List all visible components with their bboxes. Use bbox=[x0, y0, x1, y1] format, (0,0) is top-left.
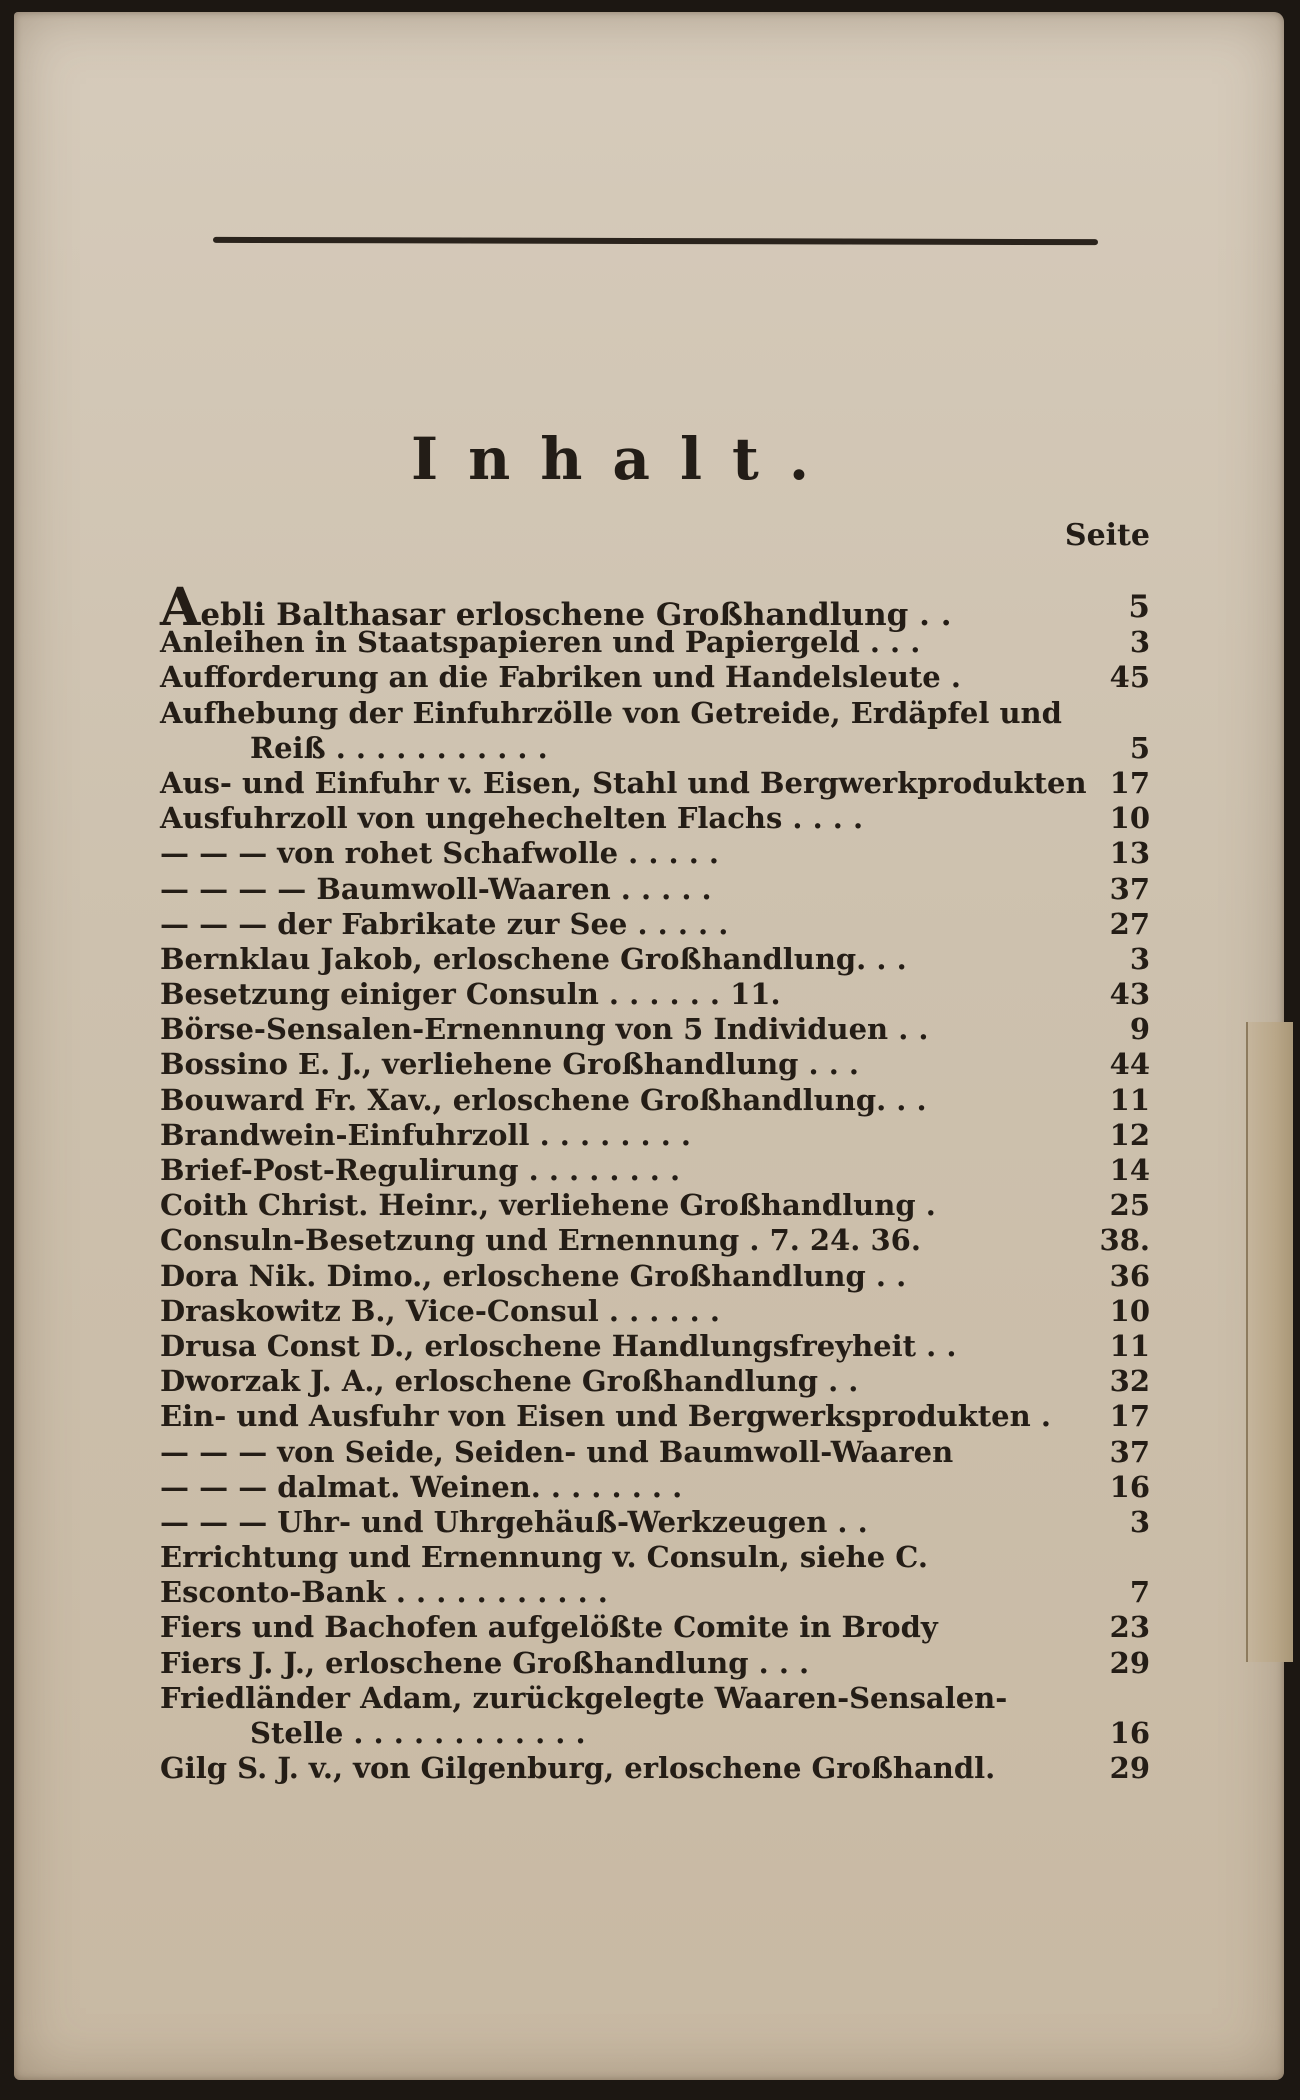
entry-text: Dworzak J. A., erloschene Großhandlung . . bbox=[160, 1364, 859, 1399]
index-entry bbox=[160, 1083, 1150, 1118]
entry-text: Stelle . . . . . . . . . . . . bbox=[250, 1716, 586, 1750]
index-entry bbox=[160, 766, 1150, 801]
entry-text: — — — dalmat. Weinen. . . . . . . . bbox=[160, 1469, 683, 1504]
entry-page: 27 bbox=[1109, 906, 1150, 941]
entry-text: Aufhebung der Einfuhrzölle von Getreide, Erdäpfel und bbox=[160, 695, 1062, 730]
entry-text: Aus- und Einfuhr v. Eisen, Stahl und Bergwerkprodukten bbox=[160, 765, 1087, 800]
entry-page: 25 bbox=[1109, 1188, 1150, 1223]
entry-page: 29 bbox=[1109, 1645, 1150, 1680]
entry-text: Börse-Sensalen-Ernennung von 5 Individuen . . bbox=[160, 1012, 929, 1047]
entry-text: Besetzung einiger Consuln . . . . . . 11. bbox=[160, 977, 781, 1012]
entry-text: Fiers und Bachofen aufgelößte Comite in Brody bbox=[160, 1610, 938, 1645]
entry-page: 38. bbox=[1099, 1223, 1150, 1258]
index-entry bbox=[160, 1188, 1150, 1223]
entry-page: 29 bbox=[1109, 1751, 1150, 1786]
index-entry-continuation bbox=[160, 1716, 1150, 1751]
entry-text: Draskowitz B., Vice-Consul . . . . . . bbox=[160, 1293, 720, 1328]
entry-page: 37 bbox=[1109, 871, 1150, 906]
entry-text: Aufforderung an die Fabriken und Handelsleute . bbox=[160, 660, 961, 695]
index-entry bbox=[160, 1681, 1150, 1716]
index-entry bbox=[160, 660, 1150, 695]
entry-text: Gilg S. J. v., von Gilgenburg, erloschene Großhandl. bbox=[160, 1751, 996, 1786]
entry-text: Coith Christ. Heinr., verliehene Großhandlung . bbox=[160, 1188, 936, 1223]
entry-page: 16 bbox=[1109, 1469, 1150, 1504]
index-subentry bbox=[160, 872, 1150, 907]
entry-text: — — — von rohet Schafwolle . . . . . bbox=[160, 836, 720, 871]
index-entry bbox=[160, 1118, 1150, 1153]
index-entry bbox=[160, 1012, 1150, 1047]
entry-page: 16 bbox=[1109, 1716, 1150, 1750]
entry-page: 37 bbox=[1109, 1434, 1150, 1469]
index-entry bbox=[160, 977, 1150, 1012]
index-subentry bbox=[160, 1470, 1150, 1505]
entry-page: 7 bbox=[1129, 1575, 1150, 1610]
index-subentry bbox=[160, 1505, 1150, 1540]
entry-page: 32 bbox=[1109, 1364, 1150, 1399]
entry-text: Anleihen in Staatspapieren und Papiergeld . . . bbox=[160, 625, 921, 660]
entry-page: 14 bbox=[1109, 1153, 1150, 1187]
entry-page: 44 bbox=[1109, 1047, 1150, 1082]
entry-text: Bossino E. J., verliehene Großhandlung . . . bbox=[160, 1047, 860, 1082]
index-entry bbox=[160, 801, 1150, 836]
entry-text: — — — von Seide, Seiden- und Baumwoll-Waaren bbox=[160, 1434, 954, 1469]
entry-text: Fiers J. J., erloschene Großhandlung . . . bbox=[160, 1645, 810, 1680]
index-entry bbox=[160, 625, 1150, 660]
entry-text: Bouward Fr. Xav., erloschene Großhandlung. . . bbox=[160, 1082, 927, 1117]
index-entry bbox=[160, 1751, 1150, 1786]
entry-page: 36 bbox=[1109, 1258, 1150, 1293]
entry-page: 43 bbox=[1109, 977, 1150, 1012]
entry-page: 45 bbox=[1109, 660, 1150, 695]
entry-text: Brandwein-Einfuhrzoll . . . . . . . . bbox=[160, 1117, 692, 1152]
entry-page: 17 bbox=[1109, 1399, 1150, 1434]
entry-text: Dora Nik. Dimo., erloschene Großhandlung . . bbox=[160, 1258, 907, 1293]
entry-page: 12 bbox=[1109, 1117, 1150, 1152]
page-column-header: Seite bbox=[1064, 518, 1150, 553]
entry-page: 3 bbox=[1129, 1504, 1150, 1539]
index-entry bbox=[160, 1575, 1150, 1610]
entry-page: 11 bbox=[1109, 1082, 1150, 1117]
page-title: Inhalt. bbox=[410, 425, 840, 493]
entry-text: Consuln-Besetzung und Ernennung . 7. 24. 36. bbox=[160, 1223, 921, 1258]
entry-page: 17 bbox=[1109, 765, 1150, 800]
entry-page: 5 bbox=[1128, 589, 1150, 625]
entry-text: — — — — Baumwoll-Waaren . . . . . bbox=[160, 871, 712, 906]
index-entry bbox=[160, 942, 1150, 977]
index-entry bbox=[160, 1646, 1150, 1681]
entry-page: 10 bbox=[1109, 1293, 1150, 1328]
entry-text: Brief-Post-Regulirung . . . . . . . . bbox=[160, 1153, 681, 1187]
entry-text: Ausfuhrzoll von ungehechelten Flachs . . . . bbox=[160, 801, 864, 836]
index-entry bbox=[160, 1540, 1150, 1575]
entry-text: Drusa Const D., erloschene Handlungsfreyheit . . bbox=[160, 1328, 957, 1363]
entry-page: 3 bbox=[1129, 625, 1150, 660]
entry-page: 9 bbox=[1129, 1012, 1150, 1047]
index-entry bbox=[160, 696, 1150, 731]
index-entry bbox=[160, 1329, 1150, 1364]
entry-text: Ein- und Ausfuhr von Eisen und Bergwerksprodukten . bbox=[160, 1399, 1051, 1434]
index-entry bbox=[160, 1610, 1150, 1645]
entry-page: 5 bbox=[1129, 730, 1150, 765]
entry-text: Reiß . . . . . . . . . . . bbox=[250, 730, 548, 765]
entry-text: Friedländer Adam, zurückgelegte Waaren-Sensalen- bbox=[160, 1680, 1008, 1715]
index-entry bbox=[160, 1364, 1150, 1399]
index-entry bbox=[160, 1223, 1150, 1258]
index-entry bbox=[160, 577, 1150, 638]
index-entry bbox=[160, 1153, 1150, 1188]
index-entry-continuation bbox=[160, 731, 1150, 766]
index-entry bbox=[160, 1047, 1150, 1082]
index-entry bbox=[160, 1294, 1150, 1329]
index-subentry bbox=[160, 1435, 1150, 1470]
index-entry bbox=[160, 1259, 1150, 1294]
index-subentry bbox=[160, 907, 1150, 942]
index-list bbox=[160, 577, 1150, 1786]
entry-text: Errichtung und Ernennung v. Consuln, siehe C. bbox=[160, 1540, 928, 1575]
entry-page: 10 bbox=[1109, 801, 1150, 836]
entry-text: Bernklau Jakob, erloschene Großhandlung. . . bbox=[160, 941, 907, 976]
entry-page: 3 bbox=[1129, 941, 1150, 976]
entry-text: — — — der Fabrikate zur See . . . . . bbox=[160, 906, 729, 941]
index-entry bbox=[160, 1399, 1150, 1434]
entry-text: Aebli Balthasar erloschene Großhandlung . . bbox=[160, 577, 952, 638]
index-subentry bbox=[160, 836, 1150, 871]
torn-page-edge bbox=[1246, 1022, 1293, 1662]
entry-page: 13 bbox=[1109, 836, 1150, 871]
entry-page: 11 bbox=[1109, 1328, 1150, 1363]
entry-page: 23 bbox=[1109, 1610, 1150, 1645]
entry-text: Esconto-Bank . . . . . . . . . . . bbox=[160, 1575, 608, 1610]
entry-text: — — — Uhr- und Uhrgehäuß-Werkzeugen . . bbox=[160, 1504, 868, 1539]
